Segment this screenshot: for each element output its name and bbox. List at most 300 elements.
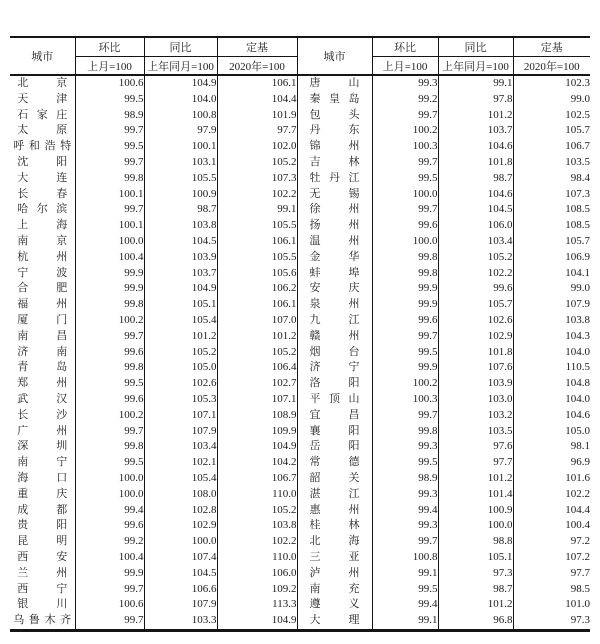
fixed-base-index-cell: 102.2 xyxy=(217,534,297,550)
city-cell xyxy=(297,75,372,92)
city-name: 青岛 xyxy=(17,361,68,374)
mom-index-cell: 99.8 xyxy=(75,439,144,455)
city-cell xyxy=(297,187,372,203)
city-name: 泸州 xyxy=(309,566,360,579)
city-cell xyxy=(297,92,372,108)
mom-index-cell: 99.6 xyxy=(75,345,144,361)
yoy-index-cell: 103.9 xyxy=(144,250,217,266)
yoy-index-cell: 105.4 xyxy=(144,313,217,329)
header-city-right: 城市 xyxy=(297,37,372,75)
table-row xyxy=(10,550,590,566)
city-name: 三亚 xyxy=(309,550,360,563)
table-row xyxy=(10,503,590,519)
fixed-base-index-cell: 102.7 xyxy=(217,376,297,392)
mom-index-cell: 99.5 xyxy=(75,455,144,471)
yoy-index-cell: 104.9 xyxy=(144,75,217,92)
fixed-base-index-cell: 101.9 xyxy=(217,108,297,124)
yoy-index-cell: 98.7 xyxy=(144,202,217,218)
fixed-base-index-cell: 100.4 xyxy=(565,519,590,532)
city-cell xyxy=(10,487,75,503)
mom-index-cell: 99.8 xyxy=(75,297,144,313)
fixed-base-index-cell: 99.1 xyxy=(217,202,297,218)
yoy-index-cell: 103.3 xyxy=(144,613,217,630)
city-cell xyxy=(10,439,75,455)
city-cell xyxy=(10,75,75,92)
mom-index-cell: 99.7 xyxy=(75,613,144,630)
header-yoy-base-left: 上年同月=100 xyxy=(144,57,217,76)
fixed-base-index-cell: 106.0 xyxy=(217,566,297,582)
yoy-index-cell: 105.2 xyxy=(144,345,217,361)
fixed-base-index-cell: 107.1 xyxy=(217,392,297,408)
mom-index-cell: 99.8 xyxy=(75,171,144,187)
city-name: 金华 xyxy=(309,250,360,263)
city-cell xyxy=(10,534,75,550)
city-name: 锦州 xyxy=(309,140,360,153)
fixed-base-index-cell: 107.9 xyxy=(565,298,590,311)
mom-index-cell: 99.5 xyxy=(75,376,144,392)
fixed-base-index-cell: 102.5 xyxy=(565,108,590,121)
city-cell xyxy=(297,329,372,345)
yoy-index-cell: 98.7 xyxy=(438,582,513,598)
header-mom-left: 环比 xyxy=(75,37,144,57)
city-cell xyxy=(297,582,372,598)
city-cell xyxy=(10,171,75,187)
price-index-table xyxy=(10,36,590,632)
yoy-index-cell: 103.9 xyxy=(438,376,513,392)
table-row xyxy=(10,455,590,471)
fixed-base-index-cell: 108.5 xyxy=(565,219,590,232)
city-name: 丹东 xyxy=(309,124,360,137)
yoy-index-cell: 105.1 xyxy=(144,297,217,313)
city-cell xyxy=(10,92,75,108)
city-cell xyxy=(297,218,372,234)
fixed-base-index-cell: 106.1 xyxy=(217,297,297,313)
fixed-base-index-cell: 104.1 xyxy=(565,266,590,279)
city-cell xyxy=(10,266,75,282)
yoy-index-cell: 100.0 xyxy=(144,534,217,550)
mom-index-cell: 98.9 xyxy=(75,108,144,124)
city-cell xyxy=(297,455,372,471)
fixed-base-index-cell: 107.3 xyxy=(217,171,297,187)
city-name: 贵阳 xyxy=(17,519,68,532)
yoy-index-cell: 108.0 xyxy=(144,487,217,503)
fixed-base-index-cell: 108.5 xyxy=(565,203,590,216)
mom-index-cell: 99.5 xyxy=(372,455,438,471)
city-name: 大连 xyxy=(17,171,68,184)
table-row xyxy=(10,234,590,250)
header-fixed-base-left: 定基 xyxy=(217,37,297,57)
yoy-index-cell: 104.5 xyxy=(438,202,513,218)
city-name: 呼和浩特 xyxy=(13,140,72,153)
city-cell xyxy=(297,123,372,139)
city-cell xyxy=(10,471,75,487)
fixed-base-index-cell: 105.2 xyxy=(217,345,297,361)
fixed-base-index-cell: 98.5 xyxy=(570,582,590,595)
city-cell xyxy=(10,345,75,361)
fixed-base-index-cell: 96.9 xyxy=(570,456,590,469)
city-name: 唐山 xyxy=(309,77,360,89)
yoy-index-cell: 97.6 xyxy=(438,439,513,455)
city-name: 上海 xyxy=(17,219,68,232)
header-mom-right: 环比 xyxy=(372,37,438,57)
table-row xyxy=(10,439,590,455)
yoy-index-cell: 102.9 xyxy=(144,518,217,534)
fixed-base-index-cell: 105.6 xyxy=(217,266,297,282)
city-name: 石家庄 xyxy=(17,108,68,121)
mom-index-cell: 99.2 xyxy=(75,534,144,550)
table-row xyxy=(10,108,590,124)
city-name: 西宁 xyxy=(17,582,68,595)
table-row xyxy=(10,139,590,155)
table-row xyxy=(10,92,590,108)
mom-index-cell: 98.9 xyxy=(372,471,438,487)
fixed-base-index-cell: 107.2 xyxy=(565,550,590,563)
mom-index-cell: 99.7 xyxy=(75,202,144,218)
city-name: 重庆 xyxy=(17,487,68,500)
mom-index-cell: 99.7 xyxy=(75,329,144,345)
city-cell xyxy=(297,439,372,455)
header-row-labels xyxy=(10,37,590,57)
fixed-base-index-cell: 106.2 xyxy=(217,281,297,297)
table-row xyxy=(10,202,590,218)
yoy-index-cell: 100.9 xyxy=(144,187,217,203)
table-row xyxy=(10,75,590,92)
table-row xyxy=(10,329,590,345)
mom-index-cell: 99.8 xyxy=(372,250,438,266)
mom-index-cell: 100.6 xyxy=(75,597,144,613)
city-cell xyxy=(10,518,75,534)
city-cell xyxy=(10,424,75,440)
city-cell xyxy=(297,613,372,630)
yoy-index-cell: 103.7 xyxy=(438,123,513,139)
city-cell xyxy=(297,234,372,250)
header-fixed-base-base-left: 2020年=100 xyxy=(217,57,297,76)
mom-index-cell: 99.2 xyxy=(372,92,438,108)
yoy-index-cell: 107.9 xyxy=(144,424,217,440)
mom-index-cell: 99.6 xyxy=(372,218,438,234)
city-cell xyxy=(10,313,75,329)
yoy-index-cell: 105.0 xyxy=(144,360,217,376)
mom-index-cell: 100.0 xyxy=(75,234,144,250)
fixed-base-index-cell: 104.3 xyxy=(565,329,590,342)
city-name: 北京 xyxy=(17,77,68,89)
mom-index-cell: 99.7 xyxy=(75,582,144,598)
mom-index-cell: 99.3 xyxy=(372,487,438,503)
mom-index-cell: 100.4 xyxy=(75,250,144,266)
mom-index-cell: 99.7 xyxy=(372,534,438,550)
yoy-index-cell: 99.6 xyxy=(438,281,513,297)
fixed-base-index-cell: 98.1 xyxy=(570,440,590,453)
city-cell xyxy=(297,408,372,424)
city-name: 厦门 xyxy=(17,313,68,326)
fixed-base-index-cell: 99.0 xyxy=(570,282,590,295)
yoy-index-cell: 105.5 xyxy=(144,171,217,187)
yoy-index-cell: 101.8 xyxy=(438,345,513,361)
city-name: 哈尔滨 xyxy=(17,203,68,216)
city-name: 扬州 xyxy=(309,219,360,232)
fixed-base-index-cell: 104.6 xyxy=(565,408,590,421)
table-row xyxy=(10,518,590,534)
mom-index-cell: 99.6 xyxy=(75,518,144,534)
city-cell xyxy=(297,597,372,613)
table-header xyxy=(10,37,590,75)
fixed-base-index-cell: 97.3 xyxy=(570,614,590,627)
city-name: 常德 xyxy=(309,456,360,469)
city-name: 合肥 xyxy=(17,282,68,295)
yoy-index-cell: 101.8 xyxy=(438,155,513,171)
fixed-base-index-cell: 106.1 xyxy=(217,75,297,92)
city-cell xyxy=(297,471,372,487)
mom-index-cell: 100.2 xyxy=(75,408,144,424)
city-name: 银川 xyxy=(17,598,68,611)
city-name: 西安 xyxy=(17,550,68,563)
fixed-base-index-cell: 110.0 xyxy=(217,550,297,566)
yoy-index-cell: 102.6 xyxy=(438,313,513,329)
city-cell xyxy=(10,155,75,171)
city-cell xyxy=(297,518,372,534)
city-cell xyxy=(10,503,75,519)
fixed-base-index-cell: 106.4 xyxy=(217,360,297,376)
fixed-base-index-cell: 97.7 xyxy=(217,123,297,139)
header-yoy-left: 同比 xyxy=(144,37,217,57)
table-row xyxy=(10,187,590,203)
city-name: 宜昌 xyxy=(309,408,360,421)
fixed-base-index-cell: 108.9 xyxy=(217,408,297,424)
city-name: 九江 xyxy=(309,313,360,326)
mom-index-cell: 99.5 xyxy=(372,582,438,598)
city-cell xyxy=(297,250,372,266)
city-cell xyxy=(297,345,372,361)
yoy-index-cell: 107.1 xyxy=(144,408,217,424)
city-cell xyxy=(297,566,372,582)
city-cell xyxy=(10,376,75,392)
yoy-index-cell: 107.9 xyxy=(144,597,217,613)
city-cell xyxy=(10,582,75,598)
city-cell xyxy=(297,376,372,392)
fixed-base-index-cell: 104.4 xyxy=(217,92,297,108)
yoy-index-cell: 100.1 xyxy=(144,139,217,155)
yoy-index-cell: 99.1 xyxy=(438,75,513,92)
city-name: 深圳 xyxy=(17,440,68,453)
city-name: 北海 xyxy=(309,535,360,548)
fixed-base-index-cell: 97.7 xyxy=(570,566,590,579)
city-name: 无锡 xyxy=(309,187,360,200)
city-name: 平顶山 xyxy=(309,392,360,405)
fixed-base-index-cell: 97.2 xyxy=(570,535,590,548)
city-name: 长沙 xyxy=(17,408,68,421)
yoy-index-cell: 106.6 xyxy=(144,582,217,598)
fixed-base-index-cell: 101.0 xyxy=(565,598,590,611)
yoy-index-cell: 100.8 xyxy=(144,108,217,124)
city-name: 武汉 xyxy=(17,392,68,405)
city-name: 烟台 xyxy=(309,345,360,358)
header-mom-base-right: 上月=100 xyxy=(372,57,438,76)
mom-index-cell: 99.4 xyxy=(75,503,144,519)
city-name: 南昌 xyxy=(17,329,68,342)
mom-index-cell: 100.1 xyxy=(75,218,144,234)
city-name: 湛江 xyxy=(309,487,360,500)
city-name: 包头 xyxy=(309,108,360,121)
yoy-index-cell: 102.2 xyxy=(438,266,513,282)
city-name: 大理 xyxy=(309,614,360,627)
table-row xyxy=(10,613,590,630)
mom-index-cell: 99.9 xyxy=(372,360,438,376)
city-cell xyxy=(10,597,75,613)
mom-index-cell: 99.3 xyxy=(372,75,438,92)
yoy-index-cell: 103.7 xyxy=(144,266,217,282)
mom-index-cell: 99.7 xyxy=(372,408,438,424)
fixed-base-index-cell: 104.4 xyxy=(565,503,590,516)
city-name: 桂林 xyxy=(309,519,360,532)
fixed-base-index-cell: 105.5 xyxy=(217,250,297,266)
yoy-index-cell: 102.9 xyxy=(438,329,513,345)
yoy-index-cell: 105.4 xyxy=(144,471,217,487)
yoy-index-cell: 98.7 xyxy=(438,171,513,187)
fixed-base-index-cell: 106.1 xyxy=(217,234,297,250)
yoy-index-cell: 104.6 xyxy=(438,139,513,155)
city-cell xyxy=(10,234,75,250)
yoy-index-cell: 97.7 xyxy=(438,455,513,471)
fixed-base-index-cell: 110.0 xyxy=(217,487,297,503)
city-cell xyxy=(10,218,75,234)
fixed-base-index-cell: 101.6 xyxy=(565,471,590,484)
yoy-index-cell: 100.0 xyxy=(438,518,513,534)
city-name: 沈阳 xyxy=(17,155,68,168)
fixed-base-index-cell: 106.7 xyxy=(217,471,297,487)
table-row xyxy=(10,392,590,408)
table-row xyxy=(10,155,590,171)
city-name: 济南 xyxy=(17,345,68,358)
mom-index-cell: 99.3 xyxy=(372,439,438,455)
fixed-base-index-cell: 105.2 xyxy=(217,503,297,519)
mom-index-cell: 99.5 xyxy=(75,92,144,108)
mom-index-cell: 99.7 xyxy=(372,108,438,124)
mom-index-cell: 100.0 xyxy=(372,187,438,203)
city-name: 太原 xyxy=(17,124,68,137)
city-name: 牡丹江 xyxy=(309,171,360,184)
mom-index-cell: 99.5 xyxy=(372,171,438,187)
city-cell xyxy=(297,487,372,503)
city-name: 杭州 xyxy=(17,250,68,263)
city-name: 吉林 xyxy=(309,155,360,168)
table-row xyxy=(10,218,590,234)
city-name: 惠州 xyxy=(309,503,360,516)
mom-index-cell: 99.4 xyxy=(372,597,438,613)
table-row xyxy=(10,297,590,313)
fixed-base-index-cell: 113.3 xyxy=(217,597,297,613)
yoy-index-cell: 101.2 xyxy=(438,108,513,124)
city-name: 秦皇岛 xyxy=(309,92,360,105)
city-name: 南宁 xyxy=(17,456,68,469)
fixed-base-index-cell: 109.2 xyxy=(217,582,297,598)
city-cell xyxy=(10,392,75,408)
city-cell xyxy=(297,424,372,440)
city-name: 韶关 xyxy=(309,471,360,484)
table-row xyxy=(10,345,590,361)
yoy-index-cell: 97.8 xyxy=(438,92,513,108)
mom-index-cell: 99.6 xyxy=(372,313,438,329)
yoy-index-cell: 96.8 xyxy=(438,613,513,630)
yoy-index-cell: 98.8 xyxy=(438,534,513,550)
table-row xyxy=(10,487,590,503)
city-name: 南京 xyxy=(17,234,68,247)
mom-index-cell: 100.6 xyxy=(75,75,144,92)
fixed-base-index-cell: 105.2 xyxy=(217,155,297,171)
yoy-index-cell: 100.9 xyxy=(438,503,513,519)
city-cell xyxy=(10,202,75,218)
table-row xyxy=(10,123,590,139)
mom-index-cell: 99.9 xyxy=(75,266,144,282)
city-name: 济宁 xyxy=(309,361,360,374)
header-mom-base-left: 上月=100 xyxy=(75,57,144,76)
yoy-index-cell: 104.5 xyxy=(144,566,217,582)
header-fixed-base-right: 定基 xyxy=(513,37,590,57)
table-row xyxy=(10,360,590,376)
city-name: 蚌埠 xyxy=(309,266,360,279)
mom-index-cell: 99.7 xyxy=(372,155,438,171)
fixed-base-index-cell: 106.9 xyxy=(565,250,590,263)
mom-index-cell: 99.6 xyxy=(75,392,144,408)
yoy-index-cell: 103.4 xyxy=(144,439,217,455)
yoy-index-cell: 103.5 xyxy=(438,424,513,440)
table-row xyxy=(10,171,590,187)
city-cell xyxy=(10,408,75,424)
city-name: 长春 xyxy=(17,187,68,200)
yoy-index-cell: 103.0 xyxy=(438,392,513,408)
city-cell xyxy=(10,108,75,124)
mom-index-cell: 99.7 xyxy=(75,123,144,139)
city-cell xyxy=(297,139,372,155)
mom-index-cell: 100.4 xyxy=(75,550,144,566)
table-row xyxy=(10,281,590,297)
mom-index-cell: 99.7 xyxy=(75,155,144,171)
fixed-base-index-cell: 105.0 xyxy=(565,424,590,437)
fixed-base-index-cell: 109.9 xyxy=(217,424,297,440)
yoy-index-cell: 105.1 xyxy=(438,550,513,566)
table-row xyxy=(10,376,590,392)
mom-index-cell: 99.5 xyxy=(75,139,144,155)
table-row xyxy=(10,471,590,487)
yoy-index-cell: 105.2 xyxy=(438,250,513,266)
fixed-base-index-cell: 105.7 xyxy=(565,234,590,247)
city-cell xyxy=(10,250,75,266)
table-row xyxy=(10,597,590,613)
city-cell xyxy=(10,613,75,630)
table-row xyxy=(10,424,590,440)
yoy-index-cell: 102.6 xyxy=(144,376,217,392)
yoy-index-cell: 104.0 xyxy=(144,92,217,108)
city-cell xyxy=(297,155,372,171)
city-cell xyxy=(10,281,75,297)
mom-index-cell: 100.3 xyxy=(372,392,438,408)
mom-index-cell: 99.7 xyxy=(75,424,144,440)
city-cell xyxy=(10,139,75,155)
city-cell xyxy=(10,187,75,203)
mom-index-cell: 99.8 xyxy=(372,266,438,282)
city-cell xyxy=(297,297,372,313)
mom-index-cell: 100.2 xyxy=(75,313,144,329)
fixed-base-index-cell: 105.5 xyxy=(217,218,297,234)
city-cell xyxy=(297,534,372,550)
fixed-base-index-cell: 102.2 xyxy=(565,487,590,500)
yoy-index-cell: 104.5 xyxy=(144,234,217,250)
city-cell xyxy=(297,108,372,124)
table-row xyxy=(10,582,590,598)
city-cell xyxy=(10,329,75,345)
mom-index-cell: 99.8 xyxy=(75,360,144,376)
fixed-base-index-cell: 104.0 xyxy=(565,345,590,358)
fixed-base-index-cell: 98.4 xyxy=(570,171,590,184)
